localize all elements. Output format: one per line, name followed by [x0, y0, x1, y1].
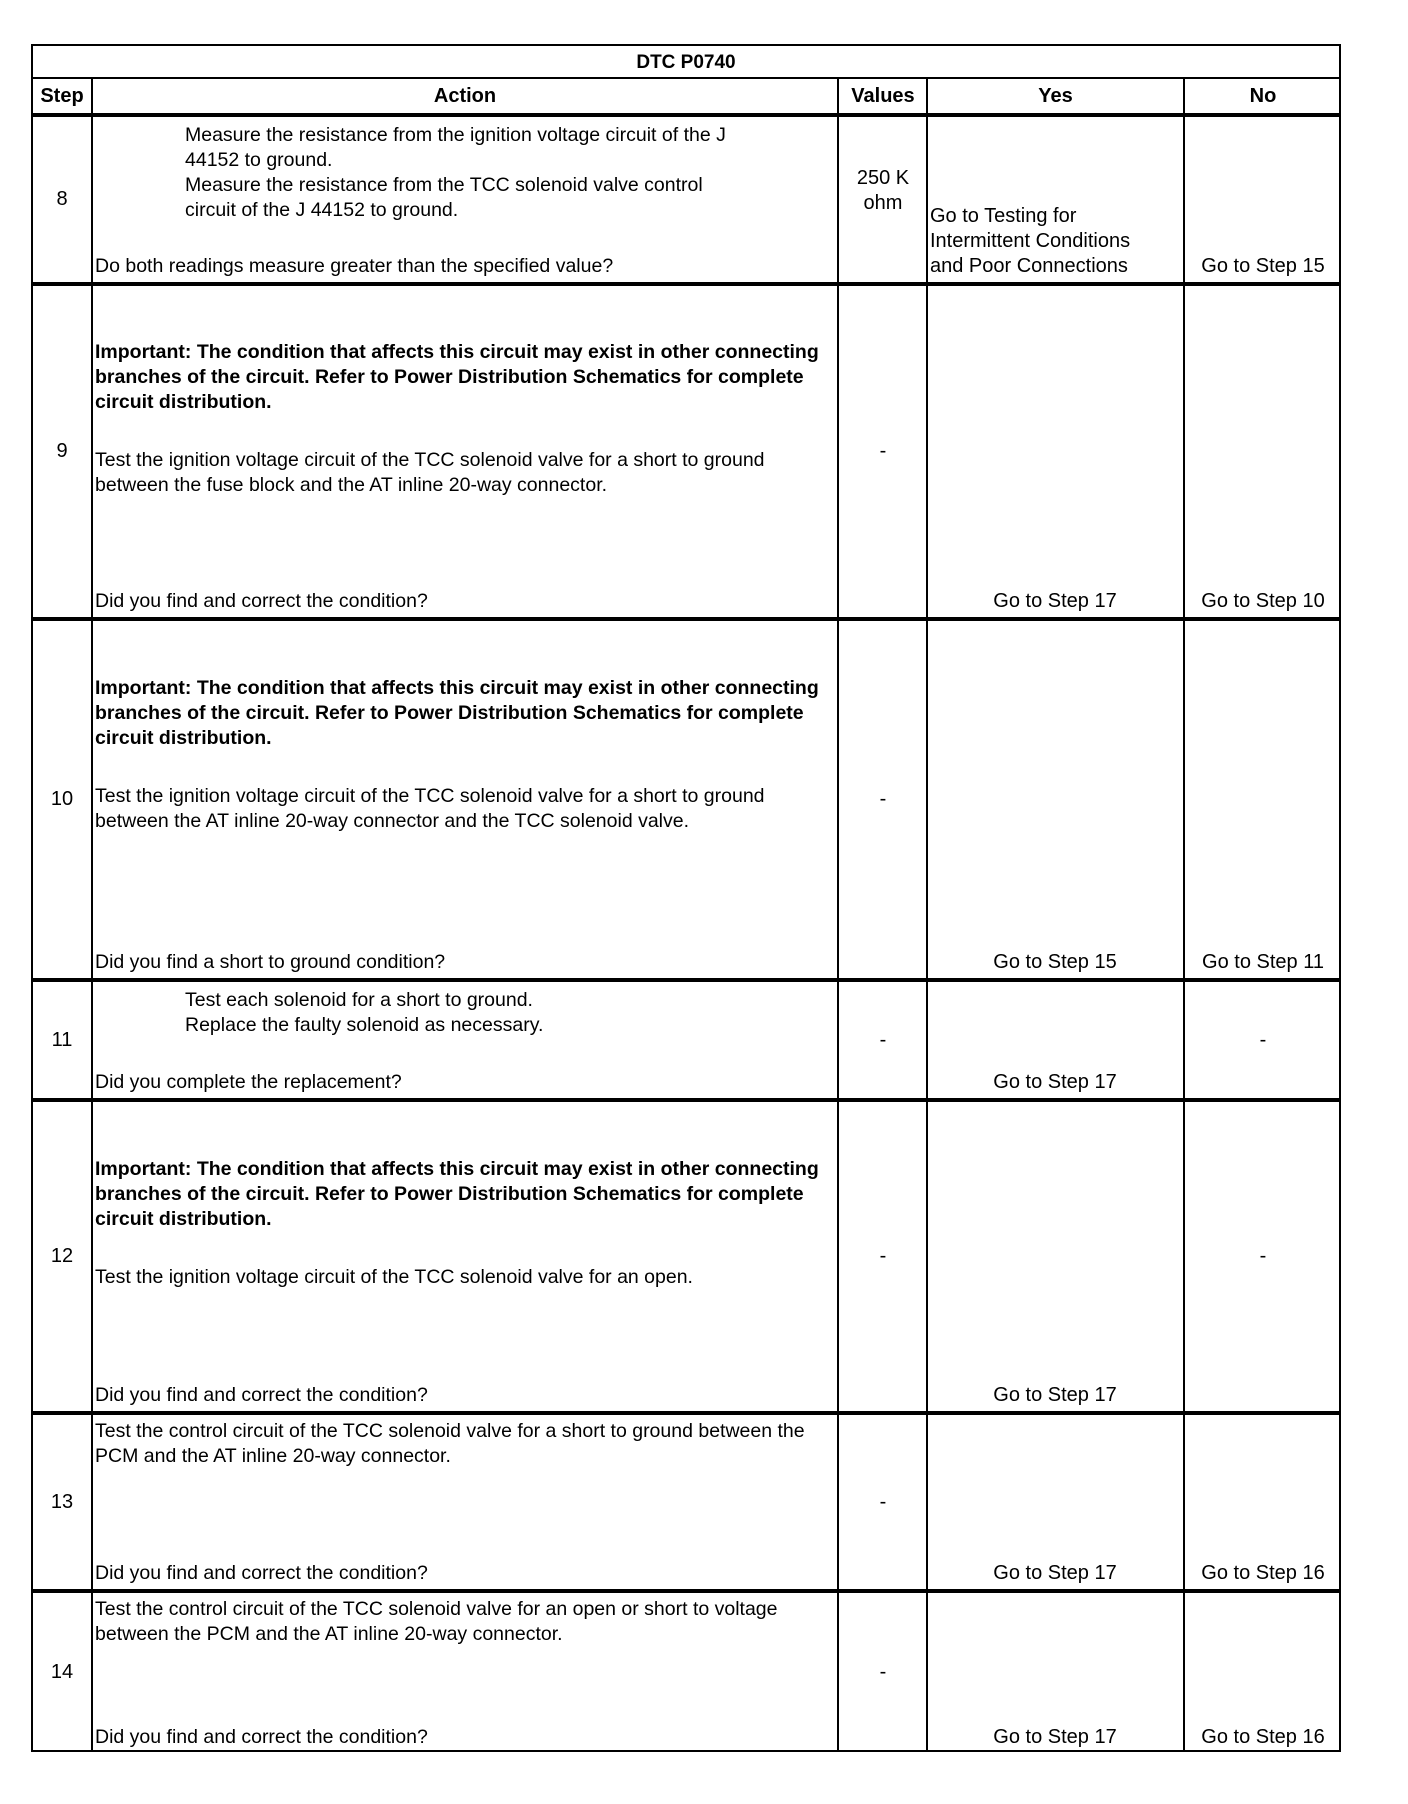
divider: [33, 1411, 1339, 1415]
value-text: -: [879, 788, 887, 810]
action-line: 44152 to ground.: [185, 149, 333, 171]
value-line: 250 K: [856, 167, 910, 189]
no-text: Go to Step 16: [1201, 1562, 1325, 1584]
important-note: Important: The condition that affects this circuit may exist in other connecting branches of the circuit. Refer to Power Distribution Schematics for complete circuit distribution.: [95, 1158, 819, 1230]
value-text: -: [879, 1245, 887, 1267]
step-number: 11: [51, 1028, 73, 1051]
important-note: Important: The condition that affects this circuit may exist in other connecting branches of the circuit. Refer to Power Distribution Schematics for complete circuit distribution.: [95, 341, 819, 413]
yes-line: Go to Testing for: [930, 205, 1077, 227]
value-text: [841, 156, 925, 226]
action-line: Test each solenoid for a short to ground.: [185, 989, 533, 1011]
action-text: Test the control circuit of the TCC solenoid valve for a short to ground between the PCM and the AT inline 20-way connector.: [95, 1420, 805, 1467]
question-text: Did you find and correct the condition?: [95, 1562, 428, 1584]
dtc-table: [31, 44, 1341, 1752]
divider: [1183, 79, 1185, 1750]
action-text: [95, 988, 835, 1038]
yes-text: Go to Step 17: [993, 590, 1117, 612]
step-number: 9: [56, 440, 68, 462]
no-text: Go to Step 15: [1201, 255, 1325, 277]
no-text: Go to Step 16: [1201, 1726, 1325, 1748]
step-number: 8: [56, 188, 68, 210]
step-number: 12: [50, 1245, 74, 1267]
yes-text: Go to Step 17: [993, 1562, 1117, 1584]
divider: [33, 282, 1339, 286]
no-text: -: [1259, 1029, 1267, 1051]
yes-text: Go to Step 17: [993, 1384, 1117, 1406]
action-line: Replace the faulty solenoid as necessary.: [185, 1014, 544, 1036]
value-text: -: [879, 440, 887, 462]
yes-line: and Poor Connections: [930, 255, 1128, 277]
action-text: Test the control circuit of the TCC solenoid valve for an open or short to voltage between the PCM and the AT inline 20-way connector.: [95, 1598, 778, 1645]
yes-text: Go to Step 17: [993, 1071, 1117, 1093]
action-line: Measure the resistance from the TCC solenoid valve control: [185, 174, 703, 196]
header-step: Step: [40, 85, 84, 107]
divider: [33, 1589, 1339, 1593]
divider: [837, 79, 839, 1750]
question-text: Did you complete the replacement?: [95, 1071, 402, 1093]
value-text: -: [879, 1490, 887, 1513]
divider: [33, 113, 1339, 117]
header-no: No: [1249, 85, 1277, 107]
divider: [33, 1098, 1339, 1102]
divider: [91, 79, 93, 1750]
question-text: Did you find a short to ground condition?: [95, 951, 446, 973]
question-text: Did you find and correct the condition?: [95, 1726, 428, 1748]
no-text: -: [1259, 1245, 1267, 1267]
value-text: -: [879, 1028, 887, 1051]
header-yes: Yes: [1038, 85, 1073, 107]
question-text: Do both readings measure greater than the specified value?: [95, 255, 614, 277]
no-text: Go to Step 10: [1201, 590, 1325, 612]
step-number: 14: [50, 1661, 74, 1683]
yes-text: [930, 204, 1180, 279]
yes-text: Go to Step 17: [993, 1726, 1117, 1748]
action-text: Test the ignition voltage circuit of the TCC solenoid valve for an open.: [95, 1266, 693, 1288]
action-text: Test the ignition voltage circuit of the TCC solenoid valve for a short to ground between the AT inline 20-way connector and the TCC solenoid valve.: [95, 785, 765, 832]
action-line: Measure the resistance from the ignition voltage circuit of the J: [185, 124, 726, 146]
divider: [33, 617, 1339, 621]
table-title: DTC P0740: [636, 52, 736, 73]
yes-line: Intermittent Conditions: [930, 230, 1131, 252]
step-number: 13: [50, 1490, 74, 1513]
yes-text: Go to Step 15: [993, 951, 1117, 973]
action-text: [95, 123, 835, 223]
question-text: Did you find and correct the condition?: [95, 1384, 428, 1406]
divider: [33, 978, 1339, 982]
value-line: ohm: [863, 192, 903, 214]
no-text: Go to Step 11: [1202, 951, 1324, 973]
important-note: Important: The condition that affects this circuit may exist in other connecting branches of the circuit. Refer to Power Distribution Schematics for complete circuit distribution.: [95, 677, 819, 749]
action-line: circuit of the J 44152 to ground.: [185, 199, 459, 221]
divider: [926, 79, 928, 1750]
question-text: Did you find and correct the condition?: [95, 590, 428, 612]
step-number: 10: [50, 788, 74, 810]
action-text: Test the ignition voltage circuit of the TCC solenoid valve for a short to ground between the fuse block and the AT inline 20-way connector.: [95, 449, 765, 496]
header-values: Values: [851, 85, 915, 107]
value-text: -: [879, 1661, 887, 1683]
header-action: Action: [433, 85, 497, 107]
